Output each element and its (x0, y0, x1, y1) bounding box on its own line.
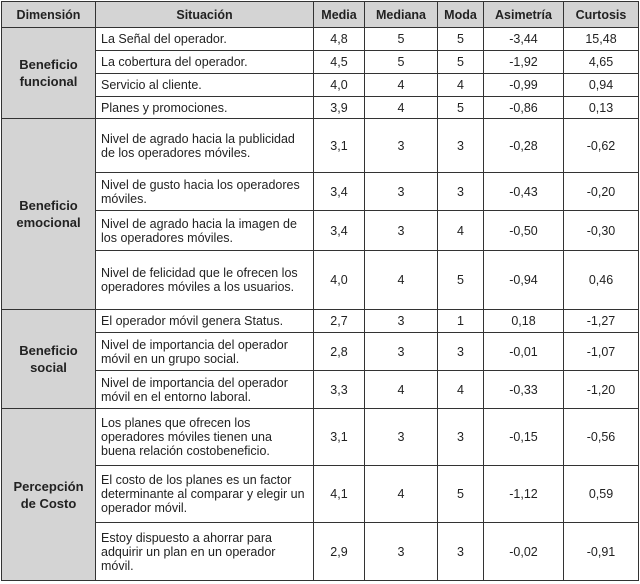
table-row (2, 74, 639, 97)
media-cell: 2,8 (314, 333, 365, 371)
situacion-cell: Nivel de importancia del operador móvil en un grupo social. (96, 333, 314, 371)
mediana-cell: 5 (365, 51, 438, 74)
media-cell: 4,0 (314, 74, 365, 97)
media-cell: 4,5 (314, 51, 365, 74)
mediana-cell: 3 (365, 119, 438, 173)
table-row (2, 409, 639, 466)
mediana-cell: 4 (365, 74, 438, 97)
header-mediana: Mediana (365, 2, 438, 28)
header-dimension: Dimensión (2, 2, 96, 28)
table-row (2, 523, 639, 581)
moda-cell: 5 (438, 51, 484, 74)
moda-cell: 3 (438, 119, 484, 173)
media-cell: 3,1 (314, 409, 365, 466)
mediana-cell: 3 (365, 523, 438, 581)
situacion-cell: La Señal del operador. (96, 28, 314, 51)
moda-cell: 1 (438, 310, 484, 333)
media-cell: 2,9 (314, 523, 365, 581)
asimetria-cell: -0,15 (484, 409, 564, 466)
situacion-cell: Nivel de agrado hacia la publicidad de los operadores móviles. (96, 119, 314, 173)
table-row (2, 211, 639, 251)
mediana-cell: 4 (365, 97, 438, 119)
situacion-cell: El operador móvil genera Status. (96, 310, 314, 333)
table-row (2, 97, 639, 119)
curtosis-cell: -0,30 (564, 211, 639, 251)
curtosis-cell: 4,65 (564, 51, 639, 74)
asimetria-cell: -1,92 (484, 51, 564, 74)
asimetria-cell: -0,86 (484, 97, 564, 119)
curtosis-cell: -0,91 (564, 523, 639, 581)
moda-cell: 4 (438, 371, 484, 409)
situacion-cell: El costo de los planes es un factor determinante al comparar y elegir un operador móvil. (96, 466, 314, 523)
curtosis-cell: -1,07 (564, 333, 639, 371)
table-row (2, 51, 639, 74)
mediana-cell: 3 (365, 173, 438, 211)
header-situacion: Situación (96, 2, 314, 28)
situacion-cell: Servicio al cliente. (96, 74, 314, 97)
situacion-cell: La cobertura del operador. (96, 51, 314, 74)
table-row (2, 173, 639, 211)
moda-cell: 5 (438, 97, 484, 119)
curtosis-cell: 15,48 (564, 28, 639, 51)
mediana-cell: 5 (365, 28, 438, 51)
curtosis-cell: -0,62 (564, 119, 639, 173)
statistics-table (1, 1, 639, 581)
header-moda: Moda (438, 2, 484, 28)
curtosis-cell: 0,13 (564, 97, 639, 119)
table-row (2, 466, 639, 523)
moda-cell: 5 (438, 251, 484, 310)
moda-cell: 4 (438, 211, 484, 251)
dimension-cell: Percepción de Costo (2, 409, 96, 581)
situacion-cell: Nivel de importancia del operador móvil en el entorno laboral. (96, 371, 314, 409)
table-row (2, 371, 639, 409)
moda-cell: 3 (438, 523, 484, 581)
curtosis-cell: -0,20 (564, 173, 639, 211)
mediana-cell: 3 (365, 310, 438, 333)
asimetria-cell: -0,33 (484, 371, 564, 409)
situacion-cell: Estoy dispuesto a ahorrar para adquirir un plan en un operador móvil. (96, 523, 314, 581)
asimetria-cell: -0,28 (484, 119, 564, 173)
media-cell: 3,1 (314, 119, 365, 173)
curtosis-cell: 0,94 (564, 74, 639, 97)
header-asimetria: Asimetría (484, 2, 564, 28)
table-row (2, 28, 639, 51)
asimetria-cell: -0,99 (484, 74, 564, 97)
table-row (2, 333, 639, 371)
asimetria-cell: -3,44 (484, 28, 564, 51)
table-row (2, 310, 639, 333)
asimetria-cell: -0,01 (484, 333, 564, 371)
asimetria-cell: -0,94 (484, 251, 564, 310)
dimension-cell: Beneficio social (2, 310, 96, 409)
media-cell: 3,9 (314, 97, 365, 119)
dimension-cell: Beneficio emocional (2, 119, 96, 310)
moda-cell: 3 (438, 333, 484, 371)
mediana-cell: 3 (365, 333, 438, 371)
mediana-cell: 4 (365, 251, 438, 310)
media-cell: 3,4 (314, 173, 365, 211)
mediana-cell: 3 (365, 211, 438, 251)
media-cell: 3,3 (314, 371, 365, 409)
asimetria-cell: -0,50 (484, 211, 564, 251)
situacion-cell: Nivel de felicidad que le ofrecen los operadores móviles a los usuarios. (96, 251, 314, 310)
moda-cell: 5 (438, 28, 484, 51)
header-curtosis: Curtosis (564, 2, 639, 28)
header-row (2, 2, 639, 28)
dimension-cell: Beneficio funcional (2, 28, 96, 119)
mediana-cell: 4 (365, 371, 438, 409)
situacion-cell: Nivel de gusto hacia los operadores móviles. (96, 173, 314, 211)
situacion-cell: Nivel de agrado hacia la imagen de los operadores móviles. (96, 211, 314, 251)
situacion-cell: Planes y promociones. (96, 97, 314, 119)
media-cell: 2,7 (314, 310, 365, 333)
mediana-cell: 3 (365, 409, 438, 466)
moda-cell: 4 (438, 74, 484, 97)
table-row (2, 251, 639, 310)
moda-cell: 3 (438, 409, 484, 466)
media-cell: 4,0 (314, 251, 365, 310)
mediana-cell: 4 (365, 466, 438, 523)
media-cell: 3,4 (314, 211, 365, 251)
asimetria-cell: -0,43 (484, 173, 564, 211)
curtosis-cell: -0,56 (564, 409, 639, 466)
header-media: Media (314, 2, 365, 28)
media-cell: 4,1 (314, 466, 365, 523)
media-cell: 4,8 (314, 28, 365, 51)
asimetria-cell: -1,12 (484, 466, 564, 523)
asimetria-cell: -0,02 (484, 523, 564, 581)
curtosis-cell: 0,46 (564, 251, 639, 310)
moda-cell: 5 (438, 466, 484, 523)
table-row (2, 119, 639, 173)
asimetria-cell: 0,18 (484, 310, 564, 333)
curtosis-cell: 0,59 (564, 466, 639, 523)
curtosis-cell: -1,27 (564, 310, 639, 333)
moda-cell: 3 (438, 173, 484, 211)
curtosis-cell: -1,20 (564, 371, 639, 409)
situacion-cell: Los planes que ofrecen los operadores móviles tienen una buena relación costobeneficio. (96, 409, 314, 466)
